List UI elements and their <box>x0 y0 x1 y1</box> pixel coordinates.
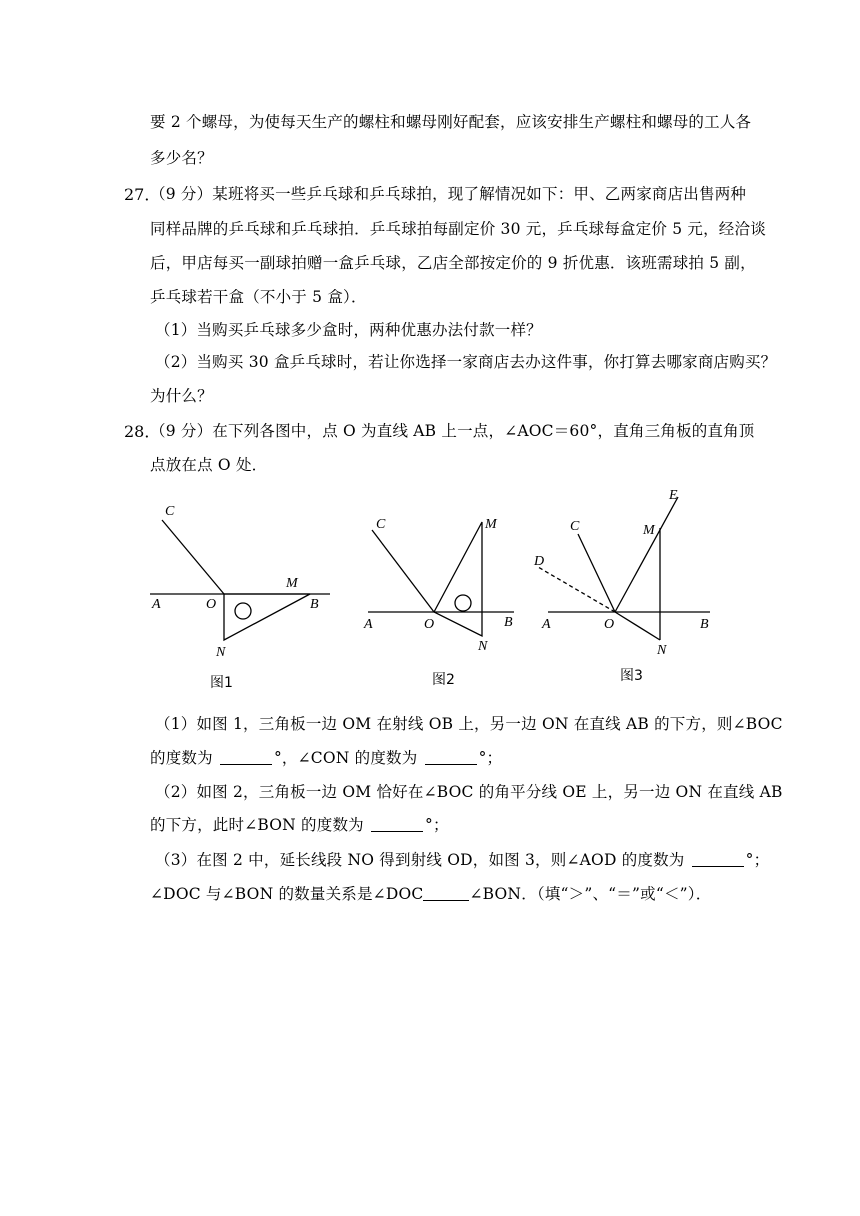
q27-sub-2: （2）当购买 30 盒乒乓球时，若让你选择一家商店去办这件事，你打算去哪家商店购买？ <box>155 353 777 371</box>
fig3-label-m: M <box>643 523 655 538</box>
fig1-label-a: A <box>152 597 161 612</box>
fig1-caption: 图1 <box>210 675 233 691</box>
fig2-label-m: M <box>485 517 497 532</box>
fig3-label-b: B <box>700 617 709 632</box>
fig2-triangle <box>434 522 482 636</box>
fig2-label-c: C <box>376 517 386 532</box>
fig1-label-m: M <box>286 576 298 591</box>
fig3-ray-od-dashed <box>538 567 615 612</box>
fig2-triangle-hole <box>455 595 471 611</box>
fig3-ray-oc <box>578 534 615 612</box>
answer-blank-aod[interactable] <box>692 852 744 867</box>
fig2-caption: 图2 <box>432 672 455 688</box>
q28-part1-prefix: 的度数为 <box>150 749 213 767</box>
fig3-caption: 图3 <box>620 668 643 684</box>
fig1-triangle-hole <box>235 603 251 619</box>
fig2-label-n: N <box>478 639 488 654</box>
fig2-ray-oc <box>372 530 434 612</box>
fig3-label-c: C <box>570 519 580 534</box>
answer-blank-con[interactable] <box>425 750 477 765</box>
q28-part2-prefix: 的下方，此时∠BON 的度数为 <box>150 816 364 834</box>
q27-sub-1: （1）当购买乒乓球多少盒时，两种优惠办法付款一样？ <box>155 321 542 339</box>
fig2-label-b: B <box>504 615 513 630</box>
q26-tail-line-2: 多少名？ <box>150 149 213 167</box>
q28-part3-line-a <box>155 848 769 870</box>
q26-tail-line-1: 要 2 个螺母，为使每天生产的螺柱和螺母刚好配套，应该安排生产螺柱和螺母的工人各 <box>150 113 752 131</box>
q28-part1-mid: °，∠CON 的度数为 <box>273 749 418 767</box>
answer-blank-boc[interactable] <box>220 750 272 765</box>
q28-part1-line-a: （1）如图 1，三角板一边 OM 在射线 OB 上，另一边 ON 在直线 AB 的下方，则∠BOC <box>155 715 783 733</box>
fig1-label-c: C <box>165 504 175 519</box>
fig1-ray-oc <box>162 520 224 594</box>
q28-part3-deg: °； <box>745 851 770 869</box>
q28-part3-line-b <box>150 882 711 904</box>
answer-blank-compare[interactable] <box>423 886 469 901</box>
q28-part2-suffix: °； <box>425 816 449 834</box>
fig3-label-d: D <box>534 554 545 569</box>
q27-line-2: 同样品牌的乒乓球和乒乓球拍．乒乓球拍每副定价 30 元，乒乓球每盒定价 5 元，经洽谈 <box>150 220 766 238</box>
fig3-label-a: A <box>542 617 551 632</box>
q28-intro-1: （9 分）在下列各图中，点 O 为直线 AB 上一点，∠AOC＝60°，直角三角板的直角顶 <box>150 422 755 440</box>
fig1-label-b: B <box>310 597 319 612</box>
q27-number: 27． <box>124 185 161 204</box>
q27-sub-2b: 为什么？ <box>150 387 213 405</box>
q28-part2-line-b <box>150 813 449 835</box>
fig3-ray-oe <box>615 497 678 612</box>
q27-line-3: 后，甲店每买一副球拍赠一盒乒乓球，乙店全部按定价的 9 折优惠．该班需球拍 5 副， <box>150 254 756 272</box>
q28-number: 28． <box>124 422 161 441</box>
q28-part1-suffix: °； <box>478 749 503 767</box>
q28-part3-compare-suffix: ∠BON．（填“＞”、“＝”或“＜”）． <box>469 885 712 903</box>
fig2-label-a: A <box>364 617 373 632</box>
q28-figures <box>0 482 860 702</box>
fig1-label-n: N <box>216 645 226 660</box>
fig2-label-o: O <box>424 617 435 632</box>
q28-intro-2: 点放在点 O 处． <box>150 456 268 474</box>
fig1-label-o: O <box>206 597 217 612</box>
fig3-leg-on <box>615 612 660 640</box>
fig3-label-e: E <box>669 488 678 503</box>
fig3-label-o: O <box>604 617 615 632</box>
q27-line-4: 乒乓球若干盒（不小于 5 盒）． <box>150 288 367 306</box>
q28-part2-line-a: （2）如图 2，三角板一边 OM 恰好在∠BOC 的角平分线 OE 上，另一边 ON 在直线 AB <box>155 783 783 801</box>
q28-part3-prefix: （3）在图 2 中，延长线段 NO 得到射线 OD，如图 3，则∠AOD 的度数为 <box>155 851 685 869</box>
answer-blank-bon[interactable] <box>371 817 423 832</box>
q28-part3-compare-prefix: ∠DOC 与∠BON 的数量关系是∠DOC <box>150 885 424 903</box>
q27-line-1: （9 分）某班将买一些乒乓球和乒乓球拍，现了解情况如下：甲、乙两家商店出售两种 <box>150 185 747 203</box>
q28-part1-line-b <box>150 746 502 768</box>
fig3-label-n: N <box>657 643 667 658</box>
